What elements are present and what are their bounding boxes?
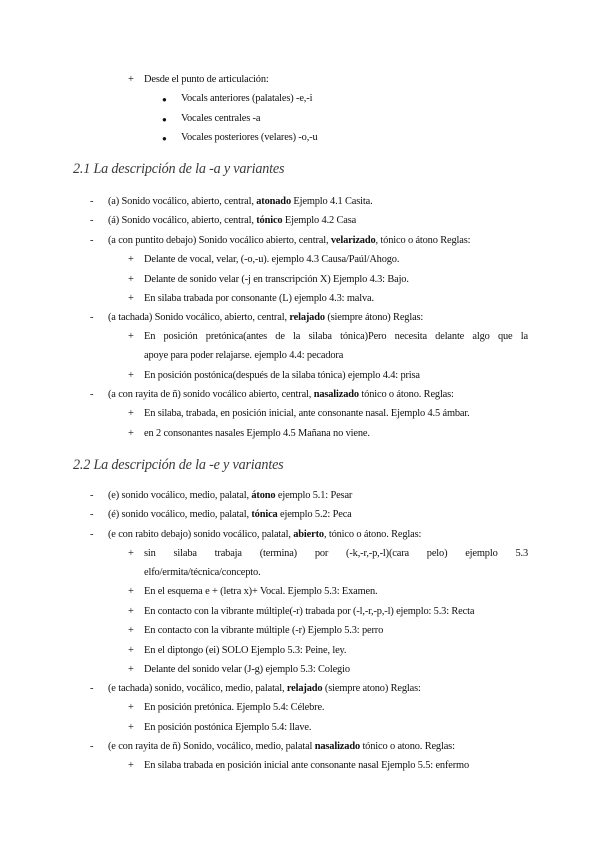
list-item: Vocales posteriores (velares) -o,-u [181,132,318,143]
plus-marker: + [128,722,134,733]
sub-item: En posición postónica(después de la silaba tónica) ejemplo 4.4: prisa [144,370,420,381]
dash-marker: - [90,215,94,226]
plus-marker: + [128,645,134,656]
plus-marker: + [128,586,134,597]
list-item: (e) sonido vocálico, medio, palatal, átono ejemplo 5.1: Pesar [108,490,353,501]
bullet-marker: ● [162,95,167,104]
list-item: (é) sonido vocálico, medio, palatal, tónica ejemplo 5.2: Peca [108,509,352,520]
list-item: (e con rabito debajo) sonido vocálico, palatal, abierto, tónico o átono. Reglas: [108,529,422,540]
plus-marker: + [128,331,134,342]
bullet-marker: ● [162,115,167,124]
intro-paragraph: Desde el punto de articulación: [144,74,269,85]
dash-marker: - [90,529,94,540]
sub-item: En silaba trabada por consonante (L) ejemplo 4.3: malva. [144,293,374,304]
plus-marker: + [128,293,134,304]
sub-item: En silaba trabada en posición inicial ante consonante nasal Ejemplo 5.5: enfermo [144,760,470,771]
sub-item: En silaba, trabada, en posición inicial, ante consonante nasal. Ejemplo 4.5 ámbar. [144,408,470,419]
sub-item: Delante del sonido velar (J-g) ejemplo 5.3: Colegio [144,664,350,675]
section-heading: 2.2 La descripción de la -e y variantes [73,457,284,473]
list-item: (á) Sonido vocálico, abierto, central, tónico Ejemplo 4.2 Casa [108,215,357,226]
sub-item: En contacto con la vibrante múltiple (-r) Ejemplo 5.3: perro [144,625,384,636]
dash-marker: - [90,490,94,501]
list-item: (a con rayita de ñ) sonido vocálico abierto, central, nasalizado tónico o átono. Reglas: [108,389,454,400]
sub-item: En el esquema e + (letra x)+ Vocal. Ejemplo 5.3: Examen. [144,586,378,597]
sub-item: Delante de vocal, velar, (-o,-u). ejemplo 4.3 Causa/Paúl/Ahogo. [144,254,400,265]
sub-item-continuation: apoye para poder relajarse. ejemplo 4.4: pecadora [144,350,344,361]
sub-item: sin silaba trabaja (termina) por (-k,-r,-p,-l)(cara pelo) ejemplo 5.3 [144,548,528,559]
list-item: Vocales centrales -a [181,113,261,124]
dash-marker: - [90,235,94,246]
dash-marker: - [90,683,94,694]
sub-item: En el diptongo (ei) SOLO Ejemplo 5.3: Peine, ley. [144,645,347,656]
list-item: (a tachada) Sonido vocálico, abierto, central, relajado (siempre átono) Reglas: [108,312,424,323]
plus-marker: + [128,702,134,713]
plus-marker: + [128,664,134,675]
dash-marker: - [90,312,94,323]
list-item: (a con puntito debajo) Sonido vocálico abierto, central, velarizado, tónico o átono Reglas: [108,235,471,246]
dash-marker: - [90,196,94,207]
plus-marker: + [128,74,134,85]
plus-marker: + [128,428,134,439]
plus-marker: + [128,606,134,617]
bullet-marker: ● [162,134,167,143]
sub-item: En posición pretónica(antes de la silaba tónica)Pero necesita delante algo que la [144,331,528,342]
section-heading: 2.1 La descripción de la -a y variantes [73,161,285,177]
list-item: Vocals anteriores (palatales) -e,-i [181,93,313,104]
plus-marker: + [128,274,134,285]
sub-item: En posición postónica Ejemplo 5.4: llave. [144,722,312,733]
dash-marker: - [90,389,94,400]
list-item: (a) Sonido vocálico, abierto, central, atonado Ejemplo 4.1 Casita. [108,196,373,207]
plus-marker: + [128,625,134,636]
plus-marker: + [128,760,134,771]
sub-item-continuation: elfo/ermita/técnica/concepto. [144,567,261,578]
plus-marker: + [128,370,134,381]
sub-item: En posición pretónica. Ejemplo 5.4: Célebre. [144,702,325,713]
dash-marker: - [90,741,94,752]
list-item: (e tachada) sonido, vocálico, medio, palatal, relajado (siempre atono) Reglas: [108,683,421,694]
plus-marker: + [128,408,134,419]
dash-marker: - [90,509,94,520]
plus-marker: + [128,548,134,559]
list-item: (e con rayita de ñ) Sonido, vocálico, medio, palatal nasalizado tónico o atono. Reglas: [108,741,455,752]
sub-item: En contacto con la vibrante múltiple(-r) trabada por (-l,-r,-p,-l) ejemplo: 5.3: Recta [144,606,475,617]
sub-item: en 2 consonantes nasales Ejemplo 4.5 Mañana no viene. [144,428,370,439]
plus-marker: + [128,254,134,265]
sub-item: Delante de sonido velar (-j en transcripción X) Ejemplo 4.3: Bajo. [144,274,409,285]
